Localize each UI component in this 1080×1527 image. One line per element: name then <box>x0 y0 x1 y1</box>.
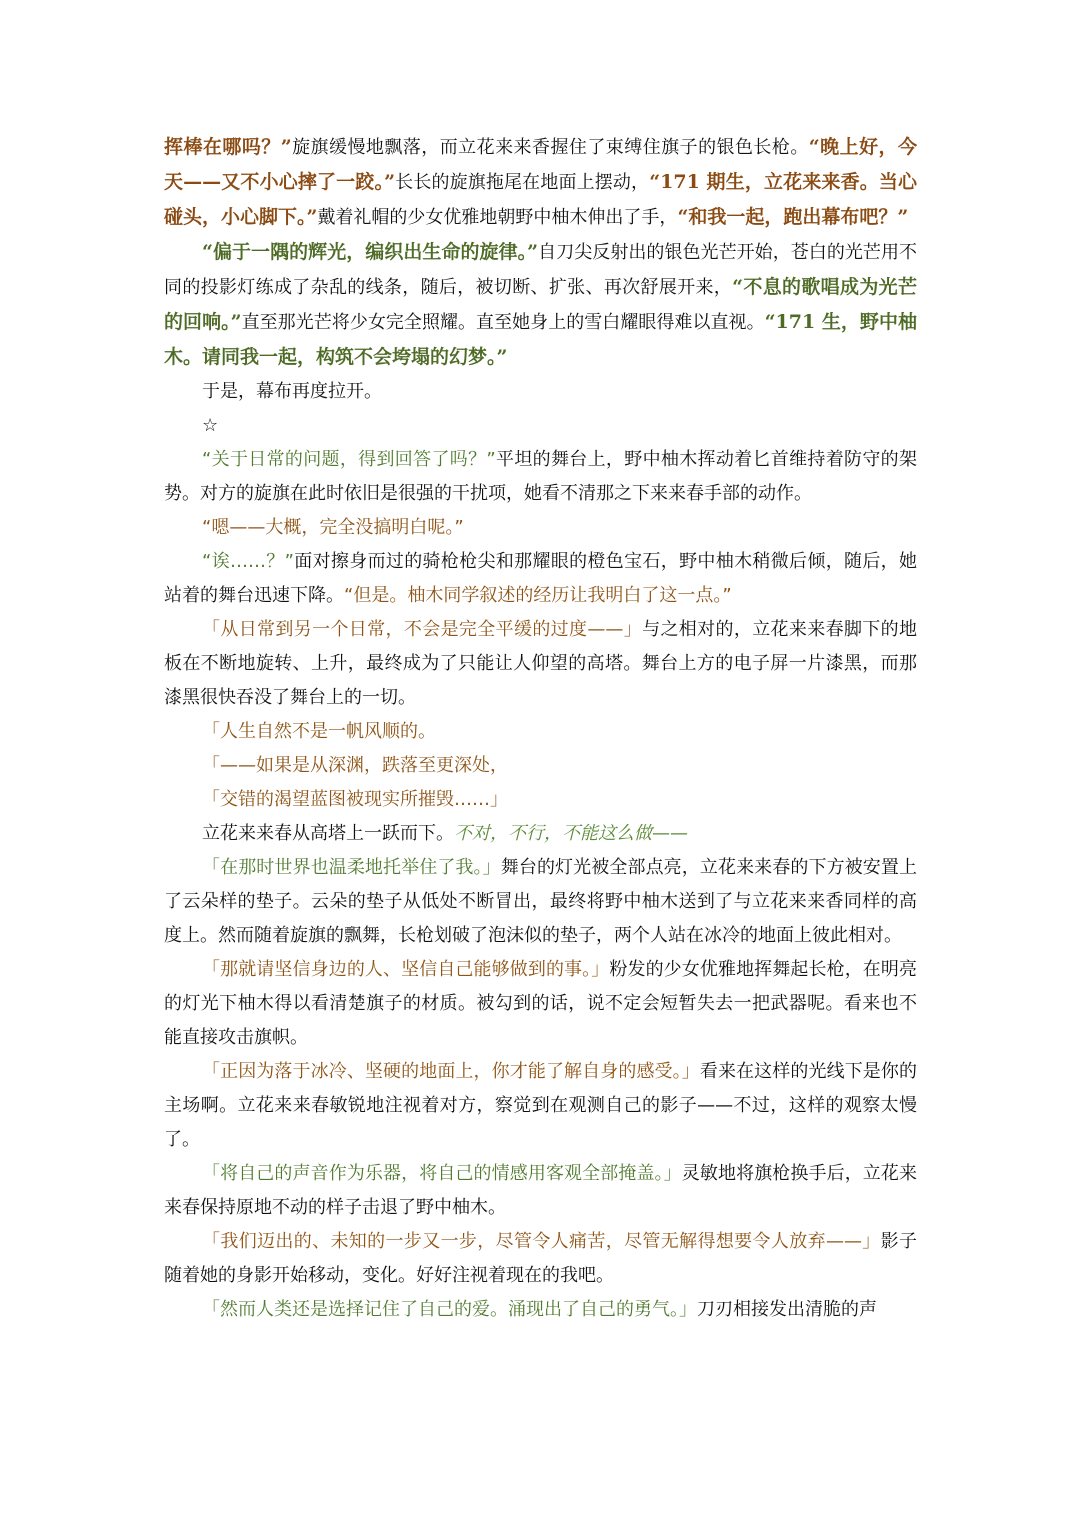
narration-text: 看来在这样的光线下是你的主场啊。立花来来春敏锐地注视着对方，察觉到在观测自己的影子——不过，这样的观察太慢了。 <box>164 1061 918 1150</box>
paragraph <box>164 1055 917 1157</box>
dialogue-text: 「然而人类还是选择记住了自己的爱。涌现出了自己的勇气。」 <box>202 1299 697 1320</box>
paragraph <box>164 613 917 715</box>
narration-text: 直至那光芒将少女完全照耀。直至她身上的雪白耀眼得难以直视。 <box>241 312 765 333</box>
paragraph <box>164 443 917 511</box>
dialogue-text: 挥棒在哪吗？” <box>164 136 292 158</box>
dialogue-text: “晚上好，今天——又不小心摔了一跤。” <box>164 136 917 193</box>
dialogue-text: “诶……？” <box>202 551 294 572</box>
narration-text: 粉发的少女优雅地挥舞起长枪，在明亮的灯光下柚木得以看清楚旗子的材质。被勾到的话，说不定会短暂失去一把武器呢。看来也不能直接攻击旗帜。 <box>164 959 917 1048</box>
narration-text: 刀刃相接发出清脆的声 <box>697 1299 877 1320</box>
paragraph <box>164 1293 917 1327</box>
narration-text: 面对擦身而过的骑枪枪尖和那耀眼的橙色宝石，野中柚木稍微后倾，随后，她站着的舞台迅速下降。 <box>164 551 917 606</box>
paragraph <box>164 130 917 235</box>
narration-text: 旋旗缓慢地飘落，而立花来来香握住了束缚住旗子的银色长枪。 <box>291 137 809 158</box>
narration-text: 于是，幕布再度拉开。 <box>202 381 382 402</box>
paragraph <box>164 817 917 851</box>
narration-text: 长长的旋旗拖尾在地面上摆动， <box>395 172 650 193</box>
narration-text: 平坦的舞台上，野中柚木挥动着匕首维持着防守的架势。对方的旋旗在此时依旧是很强的干扰项，她看不清那之下来来春手部的动作。 <box>164 449 917 504</box>
paragraph <box>164 511 917 545</box>
narration-text: 与之相对的，立花来来春脚下的地板在不断地旋转、上升，最终成为了只能让人仰望的高塔。舞台上方的电子屏一片漆黑，而那漆黑很快吞没了舞台上的一切。 <box>164 619 918 708</box>
narration-text: 灵敏地将旗枪换手后，立花来来春保持原地不动的样子击退了野中柚木。 <box>164 1163 918 1218</box>
paragraph <box>164 715 917 749</box>
dialogue-text: 「那就请坚信身边的人、坚信自己能够做到的事。」 <box>202 959 610 980</box>
dialogue-text: 「人生自然不是一帆风顺的。 <box>202 721 436 742</box>
paragraph <box>164 1157 917 1225</box>
paragraph <box>164 783 917 817</box>
narration-text: 自刀尖反射出的银色光芒开始，苍白的光芒用不同的投影灯练成了杂乱的线条，随后，被切断、扩张、再次舒展开来， <box>164 242 918 298</box>
paragraph <box>164 1225 917 1293</box>
narration-text: ☆ <box>202 415 219 436</box>
dialogue-text: 「从日常到另一个日常，不会是完全平缓的过度——」 <box>202 619 643 640</box>
dialogue-text: 「正因为落于冰冷、坚硬的地面上，你才能了解自身的感受。」 <box>202 1061 700 1082</box>
narration-text: 戴着礼帽的少女优雅地朝野中柚木伸出了手， <box>317 207 678 228</box>
dialogue-text: 「在那时世界也温柔地托举住了我。」 <box>202 857 501 878</box>
paragraph <box>164 375 917 409</box>
dialogue-text: 「——如果是从深渊，跌落至更深处， <box>202 755 508 776</box>
dialogue-text: “171 期生，立花来来香。当心碰头，小心脚下。” <box>164 171 917 228</box>
dialogue-text: 「我们迈出的、未知的一步又一步，尽管令人痛苦，尽管无解得想要令人放弃——」 <box>202 1231 881 1252</box>
narration-text: 立花来来春从高塔上一跃而下。 <box>202 823 454 844</box>
paragraph <box>164 545 917 613</box>
paragraph <box>164 851 917 953</box>
dialogue-text: “171 生，野中柚木。请同我一起，构筑不会垮塌的幻梦。” <box>164 311 917 368</box>
dialogue-text: “但是。柚木同学叙述的经历让我明白了这一点。” <box>344 585 732 606</box>
dialogue-text: 不对，不行，不能这么做—— <box>454 823 688 844</box>
narration-text: 影子随着她的身影开始移动，变化。好好注视着现在的我吧。 <box>164 1231 918 1286</box>
dialogue-text: “偏于一隅的辉光，编织出生命的旋律。” <box>202 241 539 263</box>
dialogue-text: “和我一起，跑出幕布吧？” <box>677 206 909 228</box>
dialogue-text: 「将自己的声音作为乐器，将自己的情感用客观全部掩盖。」 <box>202 1163 682 1184</box>
paragraph <box>164 409 917 443</box>
paragraph <box>164 953 917 1055</box>
paragraph <box>164 235 917 375</box>
document-page <box>164 130 917 1327</box>
dialogue-text: “关于日常的问题，得到回答了吗？” <box>202 449 496 470</box>
dialogue-text: “嗯——大概，完全没搞明白呢。” <box>202 517 464 538</box>
paragraph <box>164 749 917 783</box>
dialogue-text: 「交错的渴望蓝图被现实所摧毁……」 <box>202 789 508 810</box>
dialogue-text: “不息的歌唱成为光芒的回响。” <box>164 276 917 333</box>
narration-text: 舞台的灯光被全部点亮，立花来来春的下方被安置上了云朵样的垫子。云朵的垫子从低处不断冒出，最终将野中柚木送到了与立花来来香同样的高度上。然而随着旋旗的飘舞，长枪划破了泡沫似的垫子，两个人站在冰冷的地面上彼此相对。 <box>164 857 918 946</box>
